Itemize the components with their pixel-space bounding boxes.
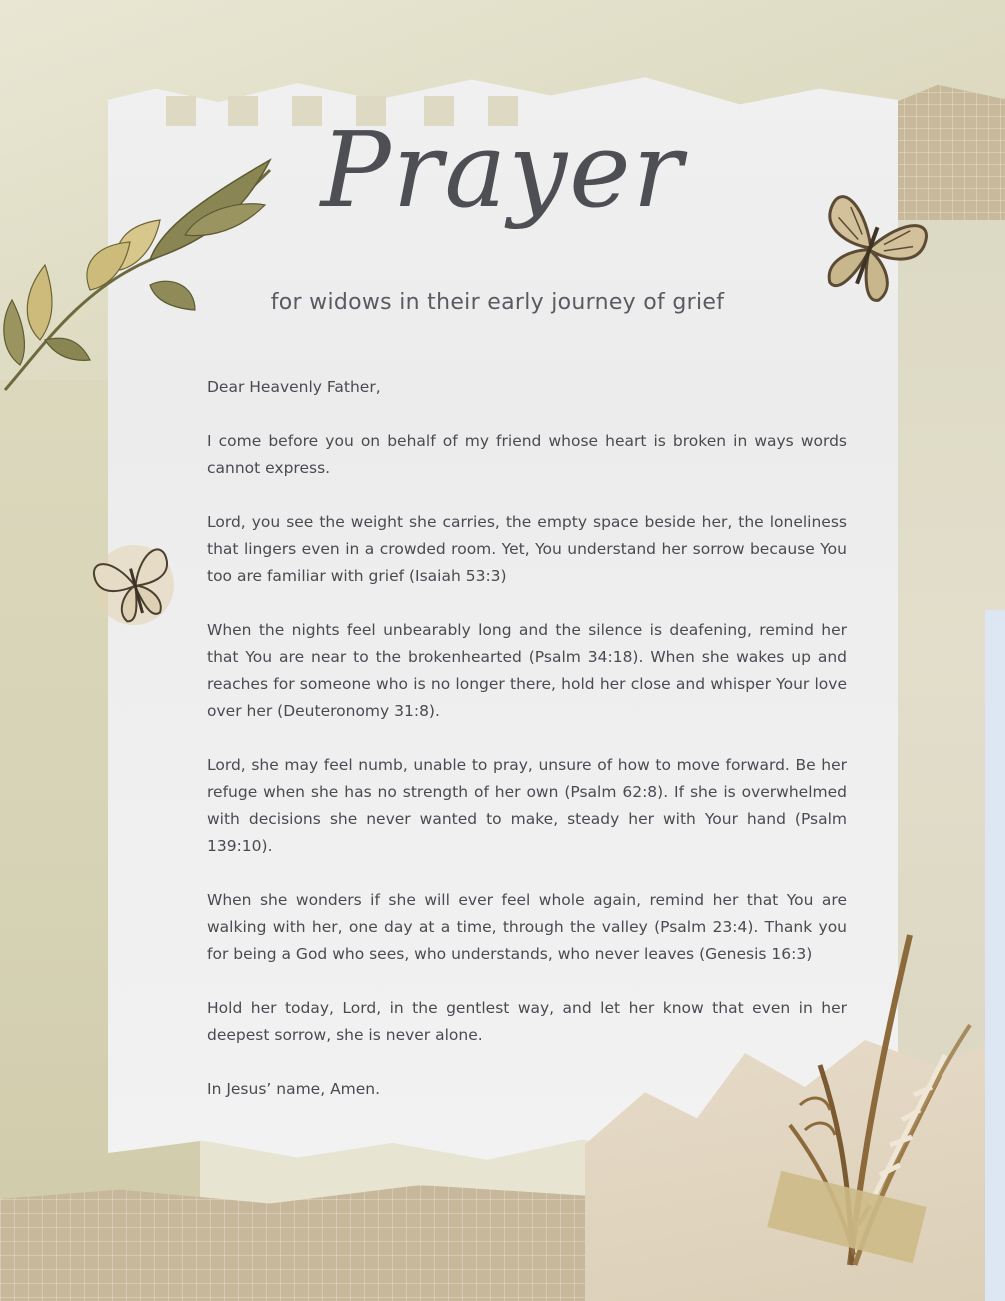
prayer-paragraph: Lord, you see the weight she carries, the empty space beside her, the loneliness that lingers even in a crowded room. Yet, You understand her sorrow because You too are familiar with grief (Isaiah 53:3): [207, 513, 847, 585]
background-blue-edge: [985, 610, 1005, 1301]
prayer-paragraph: When the nights feel unbearably long and the silence is deafening, remind her that You are near to the brokenhearted (Psalm 34:18). When she wakes up and reaches for someone who is no longer there, hold her close and whisper Your love over her (Deuteronomy 31:8).: [207, 621, 847, 720]
butterfly-icon: [88, 540, 183, 630]
prayer-paragraph: Lord, she may feel numb, unable to pray, unsure of how to move forward. Be her refuge when she has no strength of her own (Psalm 62:8). If she is overwhelmed with decisions she never wanted to make, steady her with Your hand (Psalm 139:10).: [207, 756, 847, 855]
page-title: Prayer: [320, 109, 685, 231]
prayer-paragraph: Hold her today, Lord, in the gentlest way, and let her know that even in her deepest sorrow, she is never alone.: [207, 999, 847, 1044]
prayer-paragraph: I come before you on behalf of my friend whose heart is broken in ways words cannot express.: [207, 432, 847, 477]
page-subtitle: for widows in their early journey of grief: [270, 290, 725, 315]
greeting: Dear Heavenly Father,: [207, 378, 381, 396]
background-grid-paper-bottom: [0, 1185, 600, 1301]
prayer-paragraph: When she wonders if she will ever feel whole again, remind her that You are walking with her, one day at a time, through the valley (Psalm 23:4). Thank you for being a God who sees, who understands, who never leaves (Genesis 16:3): [207, 891, 847, 963]
closing: In Jesus’ name, Amen.: [207, 1080, 381, 1098]
prayer-body: [207, 374, 847, 1130]
